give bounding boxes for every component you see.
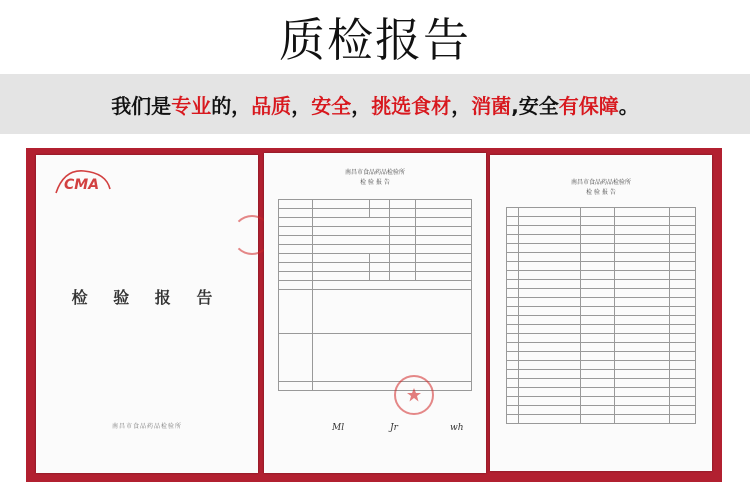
cover-footer: 南昌市食品药品检验所	[111, 423, 182, 430]
slogan-segment: 的，	[211, 93, 252, 118]
results-table	[506, 207, 696, 424]
svg-text:CMA: CMA	[64, 177, 100, 193]
slogan-segment: 有保障	[558, 93, 619, 118]
slogan-text	[111, 90, 639, 119]
slogan-segment: 安全	[311, 93, 352, 118]
page-title: 质检报告	[279, 13, 471, 67]
report-title: 检 验 报 告	[360, 179, 390, 186]
results-page	[490, 155, 712, 471]
report-form-table	[278, 199, 472, 391]
report-form-page	[264, 153, 486, 473]
seal-star-icon	[406, 387, 422, 403]
slogan-segment: ，	[291, 93, 312, 118]
results-title: 检 验 报 告	[586, 189, 616, 196]
report-cover	[36, 155, 258, 473]
slogan-segment: ，	[351, 93, 372, 118]
slogan-segment: 专业	[171, 93, 212, 118]
report-org: 南昌市食品药品检验所	[344, 169, 405, 176]
slogan-band	[0, 74, 750, 134]
approver-signature: Ml	[332, 423, 345, 433]
reviewer-signature: Jr	[390, 423, 398, 433]
slogan-segment: 。	[618, 93, 639, 118]
slogan-segment: ,安全	[511, 93, 559, 118]
slogan-segment: 品质	[251, 93, 292, 118]
slogan-segment: 挑选食材	[371, 93, 452, 118]
slogan-segment: 消菌	[471, 93, 512, 118]
cover-title: 检 验 报 告	[71, 288, 223, 307]
slogan-segment: ，	[451, 93, 472, 118]
tester-signature: wh	[450, 423, 464, 433]
results-org: 南昌市食品药品检验所	[570, 179, 631, 186]
slogan-segment: 我们是	[111, 93, 172, 118]
cma-logo-icon	[54, 167, 114, 197]
title-area	[0, 0, 750, 74]
